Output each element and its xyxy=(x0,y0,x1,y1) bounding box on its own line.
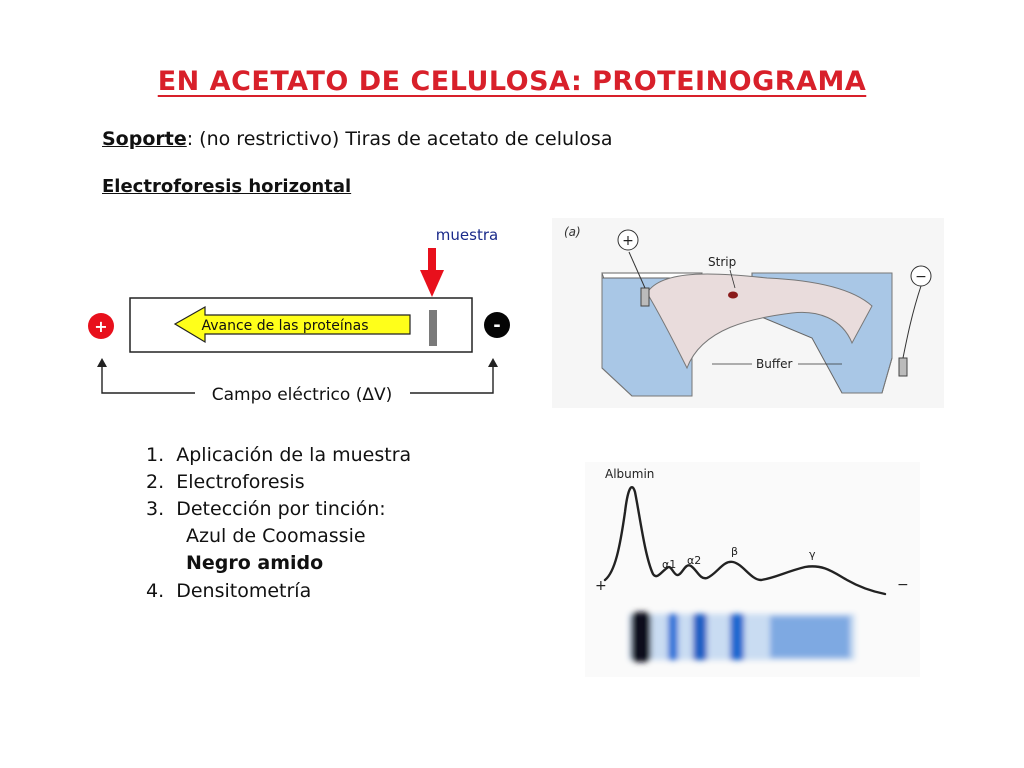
gamma-label: γ xyxy=(809,548,816,561)
alpha2-label: α2 xyxy=(687,554,702,567)
strip-label: Strip xyxy=(708,255,737,269)
positive-sign: + xyxy=(94,317,108,336)
stained-strip xyxy=(629,612,855,662)
field-line-right xyxy=(410,365,493,393)
step-1-num: 1. xyxy=(146,444,165,466)
step-4 xyxy=(146,580,311,602)
profile-minus: − xyxy=(897,577,909,593)
beta-band xyxy=(730,614,744,660)
albumin-label: Albumin xyxy=(605,467,655,481)
gamma-band xyxy=(770,616,850,658)
stain-amido-black: Negro amido xyxy=(186,552,324,574)
positive-electrode-plate xyxy=(641,288,649,306)
negative-electrode-plate xyxy=(899,358,907,376)
section-heading: Electroforesis horizontal xyxy=(102,176,352,197)
sample-application-mark xyxy=(429,310,437,346)
sample-arrow-head xyxy=(420,270,444,297)
alpha1-band xyxy=(668,614,678,660)
electrophoresis-apparatus xyxy=(552,218,944,408)
electric-field-label: Campo eléctrico (ΔV) xyxy=(211,385,393,405)
step-1-text: Aplicación de la muestra xyxy=(176,444,412,466)
apparatus-plus: + xyxy=(622,233,634,249)
sample-label: muestra xyxy=(435,226,499,244)
panel-label: (a) xyxy=(564,225,581,239)
alpha1-label: α1 xyxy=(662,558,677,571)
electrophoresis-schematic xyxy=(80,215,530,415)
step-3-num: 3. xyxy=(146,498,165,520)
apparatus-minus: − xyxy=(915,269,927,285)
support-separator: : xyxy=(186,128,194,150)
step-4-text: Densitometría xyxy=(176,580,312,602)
field-line-left xyxy=(102,365,195,393)
protein-advance-label: Avance de las proteínas xyxy=(201,318,369,334)
sample-dot xyxy=(728,292,738,299)
step-2-num: 2. xyxy=(146,471,165,493)
support-text: (no restrictivo) Tiras de acetato de celulosa xyxy=(193,128,613,150)
page-title xyxy=(0,66,1024,97)
sample-arrow-shaft xyxy=(428,248,436,272)
step-2 xyxy=(146,471,305,493)
step-3-text: Detección por tinción: xyxy=(176,498,386,520)
step-4-num: 4. xyxy=(146,580,165,602)
step-3 xyxy=(146,498,386,520)
field-arrow-right xyxy=(488,358,498,367)
support-label: Soporte xyxy=(102,128,187,150)
buffer-label: Buffer xyxy=(756,357,793,371)
step-1 xyxy=(146,444,411,466)
beta-label: β xyxy=(731,545,739,558)
page-title-text: EN ACETATO DE CELULOSA: PROTEINOGRAMA xyxy=(157,66,867,97)
field-arrow-left xyxy=(97,358,107,367)
negative-sign: - xyxy=(493,315,501,336)
densitometry-profile xyxy=(585,462,920,677)
alpha2-band xyxy=(693,614,707,660)
profile-plus: + xyxy=(595,578,607,594)
step-2-text: Electroforesis xyxy=(176,471,305,493)
albumin-band xyxy=(631,612,651,662)
stain-coomassie: Azul de Coomassie xyxy=(186,525,366,547)
support-line xyxy=(102,128,612,150)
